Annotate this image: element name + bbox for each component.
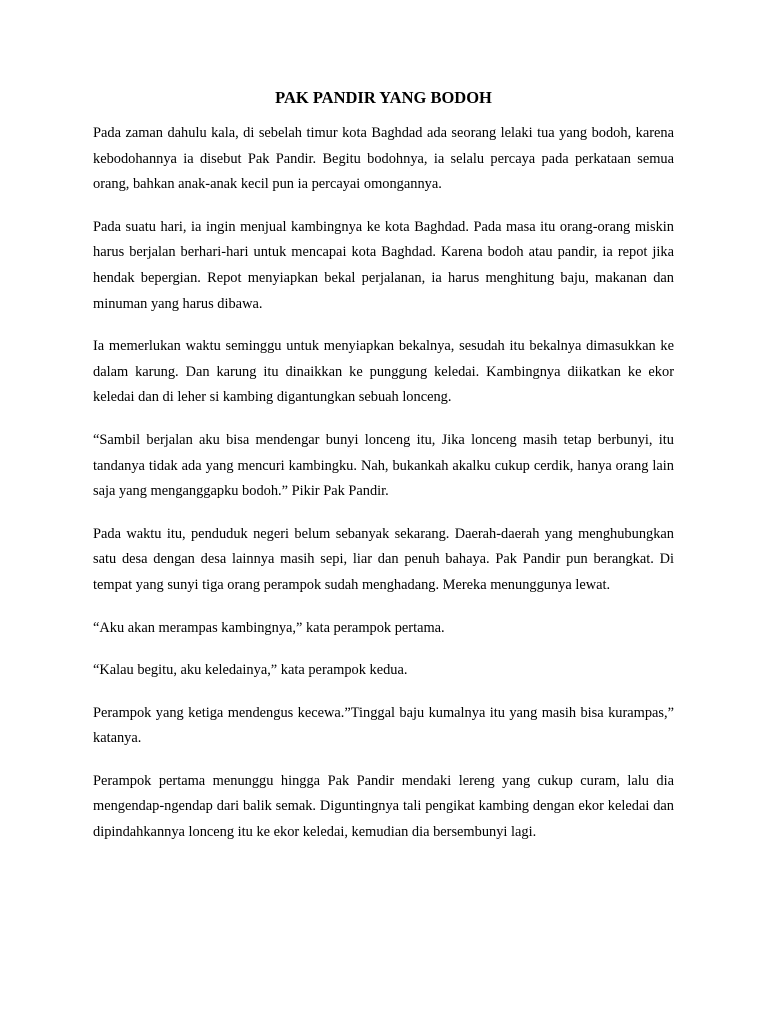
paragraph-8: Perampok yang ketiga mendengus kecewa.”Tinggal baju kumalnya itu yang masih bisa kurampas,” katanya. — [93, 704, 674, 747]
paragraph-9: Perampok pertama menunggu hingga Pak Pandir mendaki lereng yang cukup curam, lalu dia mengendap-ngendap dari balik semak. Diguntingnya tali pengikat kambing dengan ekor keledai dan dipindahkannya lonceng itu ke ekor keledai, kemudian dia bersembunyi lagi. — [93, 772, 674, 841]
paragraph-3: Ia memerlukan waktu seminggu untuk menyiapkan bekalnya, sesudah itu bekalnya dimasukkan ke dalam karung. Dan karung itu dinaikkan ke punggung keledai. Kambingnya diikatkan ke ekor keledai dan di leher si kambing digantungkan sebuah lonceng. — [93, 338, 674, 406]
paragraph-6: “Aku akan merampas kambingnya,” kata perampok pertama. — [93, 619, 445, 636]
paragraph-5: Pada waktu itu, penduduk negeri belum sebanyak sekarang. Daerah-daerah yang menghubungkan satu desa dengan desa lainnya masih sepi, liar dan penuh bahaya. Pak Pandir pun berangkat. Di tempat yang sunyi tiga orang perampok sudah menghadang. Mereka menunggunya lewat. — [93, 525, 674, 593]
paragraph-4: “Sambil berjalan aku bisa mendengar bunyi lonceng itu, Jika lonceng masih tetap berbunyi, itu tandanya tidak ada yang mencuri kambingku. Nah, bukankah akalku cukup cerdik, hanya orang lain saja yang menganggapku bodoh.” Pikir Pak Pandir. — [93, 431, 674, 500]
paragraph-2: Pada suatu hari, ia ingin menjual kambingnya ke kota Baghdad. Pada masa itu orang-orang miskin harus berjalan berhari-hari untuk mencapai kota Baghdad. Karena bodoh atau pandir, ia repot jika hendak bepergian. Repot menyiapkan bekal perjalanan, ia harus menghitung baju, makanan dan minuman yang harus dibawa. — [93, 218, 674, 312]
paragraph-1: Pada zaman dahulu kala, di sebelah timur kota Baghdad ada seorang lelaki tua yang bodoh, karena kebodohannya ia disebut Pak Pandir. Begitu bodohnya, ia selalu percaya pada perkataan semua orang, bahkan anak-anak kecil pun ia percayai omongannya. — [93, 125, 674, 193]
document-body — [93, 87, 674, 863]
document-title: PAK PANDIR YANG BODOH — [275, 88, 492, 107]
paragraph-7: “Kalau begitu, aku keledainya,” kata perampok kedua. — [93, 662, 408, 679]
